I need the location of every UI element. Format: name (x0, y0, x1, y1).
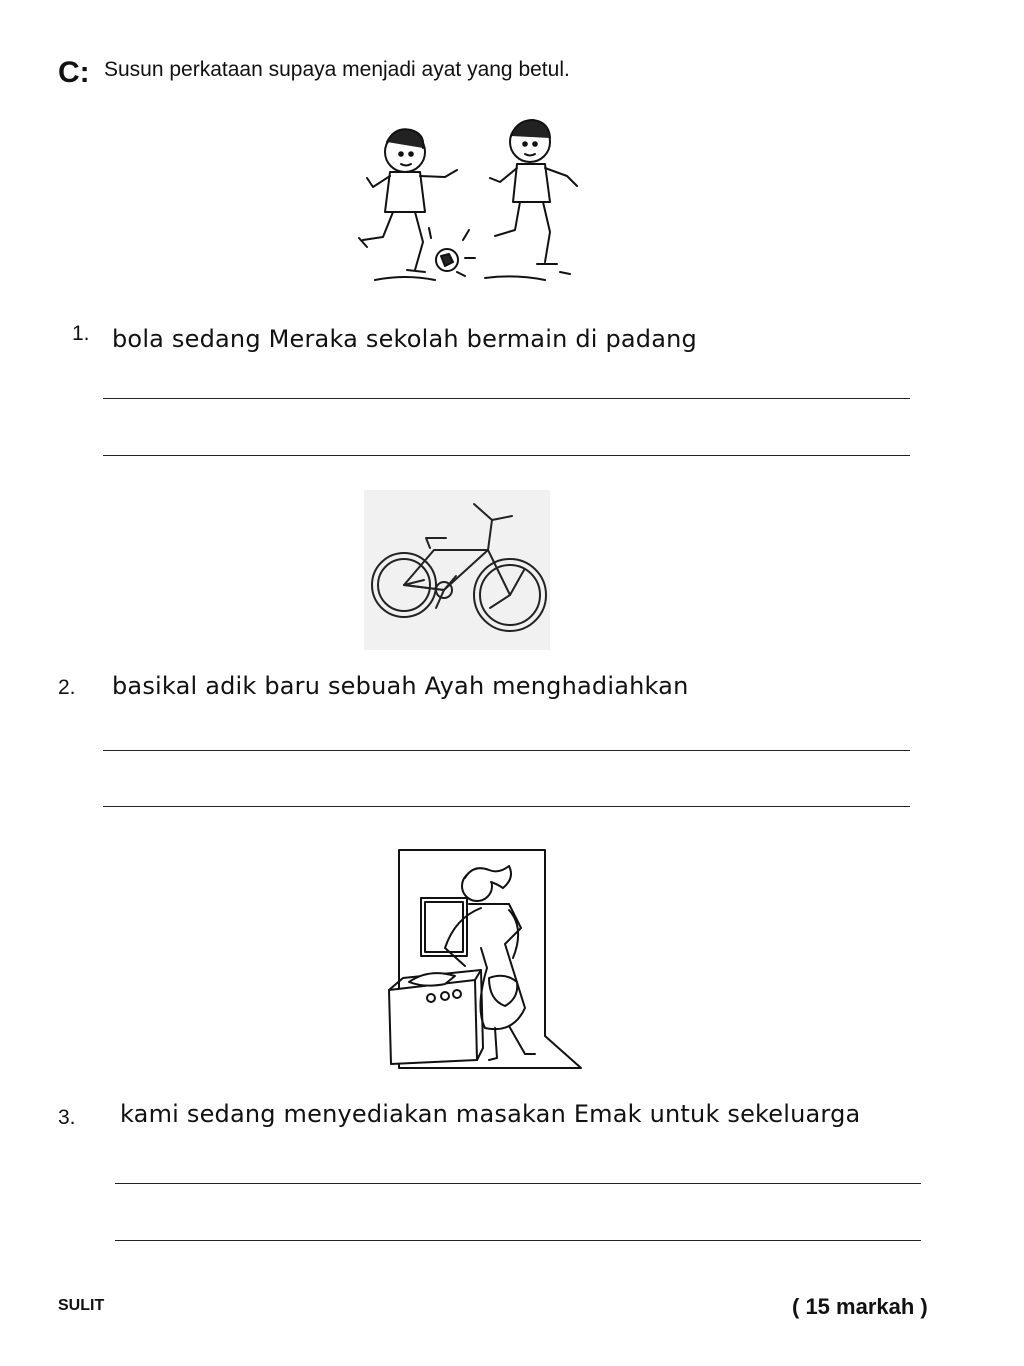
jumbled-words: bola sedang Meraka sekolah bermain di padang (112, 325, 697, 353)
answer-line[interactable] (103, 750, 910, 751)
answer-line[interactable] (115, 1183, 921, 1184)
jumbled-words: kami sedang menyediakan masakan Emak untuk sekeluarga (120, 1100, 861, 1128)
answer-line[interactable] (103, 806, 910, 807)
boys-playing-football-picture (345, 112, 595, 287)
total-marks: ( 15 markah ) (792, 1294, 928, 1319)
question-number: 2. (58, 676, 76, 699)
section-letter: C: (58, 56, 90, 89)
jumbled-words: basikal adik baru sebuah Ayah menghadiahkan (112, 672, 689, 700)
question-number: 3. (58, 1106, 76, 1129)
classification-label: SULIT (58, 1297, 105, 1314)
mother-cooking-picture (385, 848, 585, 1073)
instruction-text: Susun perkataan supaya menjadi ayat yang betul. (104, 58, 570, 81)
bicycle-picture (364, 490, 550, 650)
answer-line[interactable] (103, 455, 910, 456)
answer-line[interactable] (115, 1240, 921, 1241)
answer-line[interactable] (103, 398, 910, 399)
question-number: 1. (72, 322, 90, 345)
